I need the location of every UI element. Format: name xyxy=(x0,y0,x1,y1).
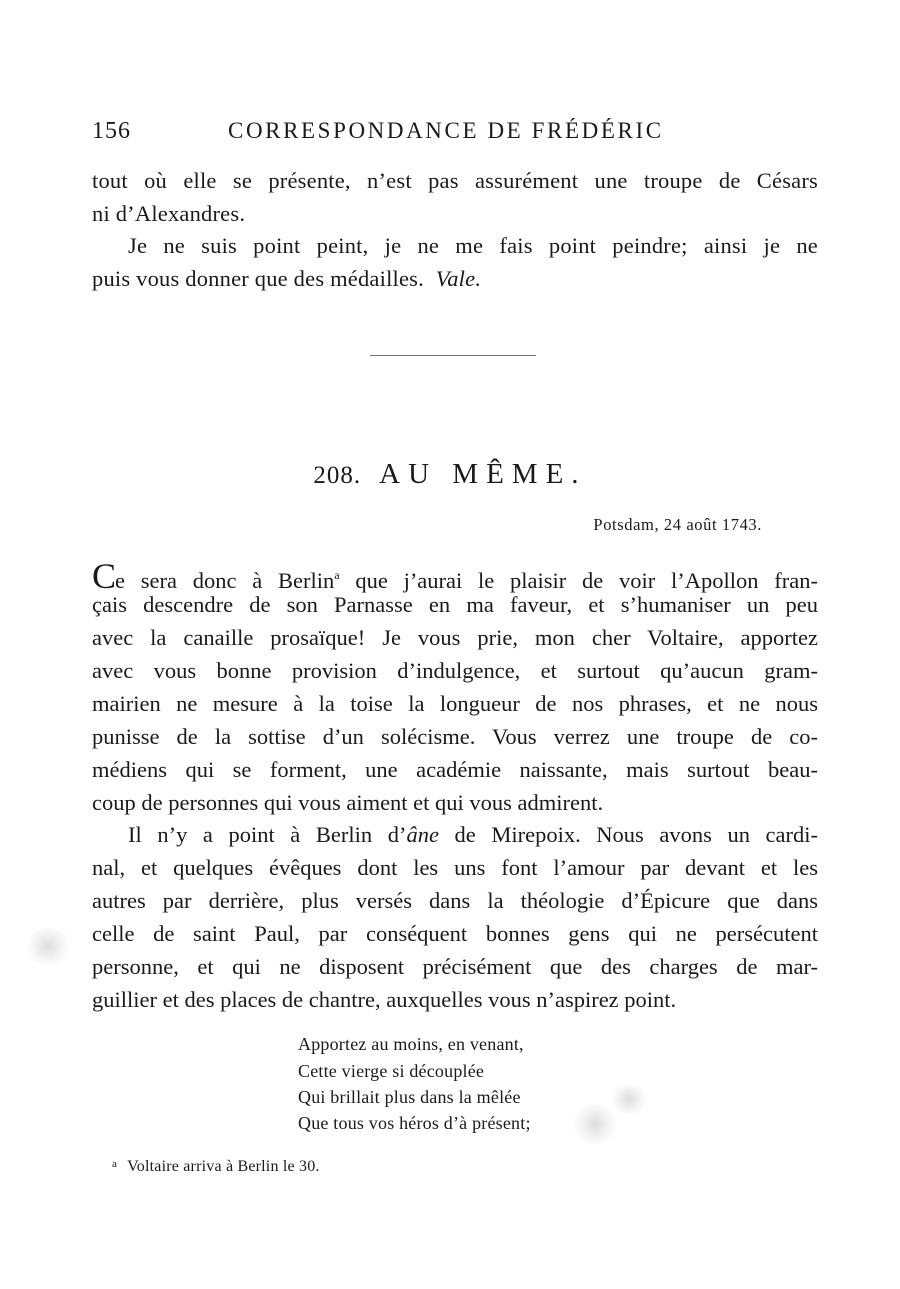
letter-number: 208. xyxy=(313,462,362,489)
dateline: Potsdam, 24 août 1743. xyxy=(593,515,762,534)
text-line: guillier et des places de chantre, auxquelles vous n’aspirez point. xyxy=(92,987,677,1012)
text-fragment: e sera donc à Berlin xyxy=(115,568,335,593)
text-fragment: Il n’y a point à Berlin d’ xyxy=(128,822,407,847)
text-line xyxy=(92,266,481,292)
text-line: ni d’Alexandres. xyxy=(92,201,246,226)
italic-word: âne xyxy=(406,822,439,847)
footnote-text: Voltaire arriva à Berlin le 30. xyxy=(127,1158,320,1175)
paper-smudge xyxy=(610,1084,648,1114)
text-line: médiens qui se forment, une académie naissante, mais surtout beau- xyxy=(92,757,818,782)
verse-line: Qui brillait plus dans la mêlée xyxy=(298,1087,521,1107)
verse-line: Apportez au moins, en venant, xyxy=(298,1034,524,1054)
text-line: celle de saint Paul, par conséquent bonnes gens qui ne persécutent xyxy=(92,921,818,946)
text-line: avec vous bonne provision d’indulgence, et surtout qu’aucun gram- xyxy=(92,658,818,683)
text-line: personne, et qui ne disposent précisément que des charges de mar- xyxy=(92,954,818,979)
verse-line: Cette vierge si découplée xyxy=(298,1061,485,1081)
verse-line: Que tous vos héros d’à présent; xyxy=(298,1113,531,1133)
text-line: nal, et quelques évêques dont les uns font l’amour par devant et les xyxy=(92,855,818,880)
drop-cap: C xyxy=(92,556,116,596)
text-fragment: de Mirepoix. Nous avons un cardi- xyxy=(438,822,818,847)
text-line: mairien ne mesure à la toise la longueur de nos phrases, et ne nous xyxy=(92,691,818,716)
letter-heading xyxy=(0,458,900,491)
text-fragment: puis vous donner que des médailles. xyxy=(92,266,424,291)
paper-smudge xyxy=(572,1104,618,1144)
text-line: tout où elle se présente, n’est pas assurément une troupe de Césars xyxy=(92,168,818,193)
text-line: çais descendre de son Parnasse en ma faveur, et s’humaniser un peu xyxy=(92,592,818,617)
footnote xyxy=(112,1158,320,1176)
text-line xyxy=(128,822,818,848)
footnote-marker: a xyxy=(112,1158,118,1170)
text-line: Je ne suis point peint, je ne me fais point peindre; ainsi je ne xyxy=(128,233,818,258)
section-divider xyxy=(370,355,536,356)
letter-title: AU MÊME. xyxy=(379,458,587,490)
paper-smudge xyxy=(24,928,72,964)
text-fragment: que j’aurai le plaisir de voir l’Apollon fran- xyxy=(339,568,818,593)
footnote-marker: a xyxy=(334,568,340,582)
closing-word: Vale. xyxy=(435,266,482,291)
text-line: punisse de la sottise d’un solécisme. Vous verrez une troupe de co- xyxy=(92,724,818,749)
text-line: autres par derrière, plus versés dans la théologie d’Épicure que dans xyxy=(92,888,818,913)
page-number: 156 xyxy=(92,118,131,144)
running-head xyxy=(92,118,818,150)
text-line: avec la canaille prosaïque! Je vous prie, mon cher Voltaire, apportez xyxy=(92,625,818,650)
running-title: CORRESPONDANCE DE FRÉDÉRIC xyxy=(228,118,664,143)
text-line-first xyxy=(92,558,818,594)
text-line: coup de personnes qui vous aiment et qui vous admirent. xyxy=(92,790,604,815)
